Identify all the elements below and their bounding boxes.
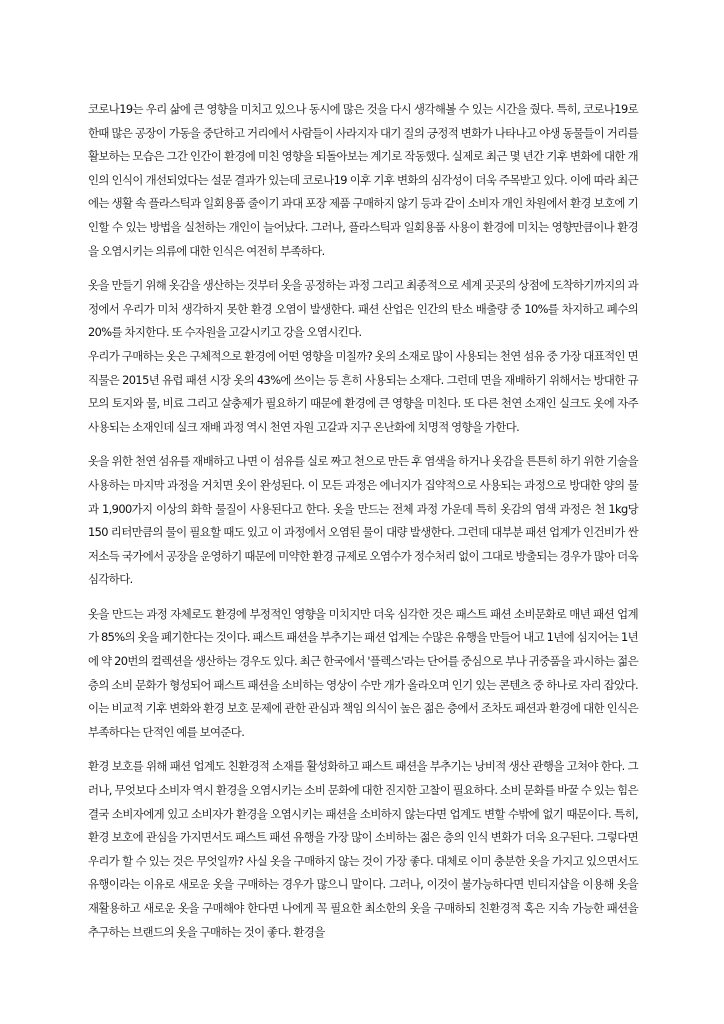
paragraph-intro: 코로나19는 우리 삶에 큰 영향을 미치고 있으나 동시에 많은 것을 다시 생각해볼 수 있는 시간을 줬다. 특히, 코로나19로 한때 많은 공장이 가동을 중단하고 거리에서 사람들이 사라지자 대기 질의 긍정적 변화가 나타나고 야생 동물들이 거리를 활보하는 모습은 그간 인간이 환경에 미친 영향을 되돌아보는 계기로 작동했다. 실제로 최근 몇 년간 기후 변화에 대한 개인의 인식이 개선되었다는 설문 결과가 있는데 코로나19 이후 기후 변화의 심각성이 더욱 주목받고 있다. 이에 따라 최근에는 생활 속 플라스틱과 일회용품 줄이기 과대 포장 제품 구매하지 않기 등과 같이 소비자 개인 차원에서 환경 보호에 기인할 수 있는 방법을 실천하는 개인이 늘어났다. 그러나, 플라스틱과 일회용품 사용이 환경에 미치는 영향만큼이나 환경을 오염시키는 의류에 대한 인식은 여전히 부족하다. (88, 102, 638, 258)
paragraph-dyeing: 옷을 위한 천연 섬유를 재배하고 나면 이 섬유를 실로 짜고 천으로 만든 후 염색을 하거나 옷감을 튼튼히 하기 위한 기술을 사용하는 마지막 과정을 거치면 옷이 완성된다. 이 모든 과정은 에너지가 집약적으로 사용되는 과정으로 방대한 양의 물과 1,900가지 이상의 화학 물질이 사용된다고 한다. 옷을 만드는 전체 과정 가운데 특히 옷감의 염색 과정은 천 1kg당 150 리터만큼의 물이 필요할 때도 있고 이 과정에서 오염된 물이 대량 발생한다. 그런데 대부분 패션 업계가 인건비가 싼 저소득 국가에서 공장을 운영하기 때문에 미약한 환경 규제로 오염수가 정수처리 없이 그대로 방출되는 경우가 많아 더욱 심각하다. (88, 454, 638, 587)
paragraph-solutions: 환경 보호를 위해 패션 업계도 친환경적 소재를 활성화하고 패스트 패션을 부추기는 낭비적 생산 관행을 고쳐야 한다. 그러나, 무엇보다 소비자 역시 환경을 오염시키는 소비 문화에 대한 진지한 고찰이 필요하다. 소비 문화를 바꿀 수 있는 힘은 결국 소비자에게 있고 소비자가 환경을 오염시키는 패션을 소비하지 않는다면 업계도 변할 수밖에 없기 때문이다. 특히, 환경 보호에 관심을 가지면서도 패스트 패션 유행을 가장 많이 소비하는 젊은 층의 인식 변화가 더욱 요구된다. 그렇다면 우리가 할 수 있는 것은 무엇일까? 사실 옷을 구매하지 않는 것이 가장 좋다. 대체로 이미 충분한 옷을 가지고 있으면서도 유행이라는 이유로 새로운 옷을 구매하는 경우가 많으니 말이다. 그러나, 이것이 불가능하다면 빈티지샵을 이용해 옷을 재활용하고 새로운 옷을 구매해야 한다면 나에게 꼭 필요한 최소한의 옷을 구매하되 친환경적 혹은 지속 가능한 패션을 추구하는 브랜드의 옷을 구매하는 것이 좋다. 환경을 (88, 759, 638, 939)
paragraph-fast-fashion: 옷을 만드는 과정 자체로도 환경에 부정적인 영향을 미치지만 더욱 심각한 것은 패스트 패션 소비문화로 매년 패션 업계가 85%의 옷을 폐기한다는 것이다. 패스트 패션을 부추기는 패션 업계는 수많은 유행을 만들어 내고 1년에 심지어는 1년에 약 20번의 컬렉션을 생산하는 경우도 있다. 최근 한국에서 '플렉스'라는 단어를 중심으로 부나 귀중품을 과시하는 젊은 층의 소비 문화가 형성되어 패스트 패션을 소비하는 영상이 수만 개가 올라오며 인기 있는 콘텐츠 중 하나로 자리 잡았다. 이는 비교적 기후 변화와 환경 보호 문제에 관한 관심과 책임 의식이 높은 젊은 층에서 조차도 패션과 환경에 대한 인식은 부족하다는 단적인 예를 보여준다. (88, 606, 638, 739)
paragraph-production: 옷을 만들기 위해 옷감을 생산하는 것부터 옷을 공정하는 과정 그리고 최종적으로 세계 곳곳의 상점에 도착하기까지의 과정에서 우리가 미처 생각하지 못한 환경 오염이 발생한다. 패션 산업은 인간의 탄소 배출량 중 10%를 차지하고 폐수의 20%를 차지한다. 또 수자원을 고갈시키고 강을 오염시킨다. (88, 278, 638, 340)
paragraph-materials: 우리가 구매하는 옷은 구체적으로 환경에 어떤 영향을 미칠까? 옷의 소재로 많이 사용되는 천연 섬유 중 가장 대표적인 면 직물은 2015년 유럽 패션 시장 옷의 43%에 쓰이는 등 흔히 사용되는 소재다. 그런데 면을 재배하기 위해서는 방대한 규모의 토지와 물, 비료 그리고 살충제가 필요하기 때문에 환경에 큰 영향을 미친다. 또 다른 천연 소재인 실크도 옷에 자주 사용되는 소재인데 실크 재배 과정 역시 천연 자원 고갈과 지구 온난화에 치명적 영향을 가한다. (88, 348, 638, 434)
